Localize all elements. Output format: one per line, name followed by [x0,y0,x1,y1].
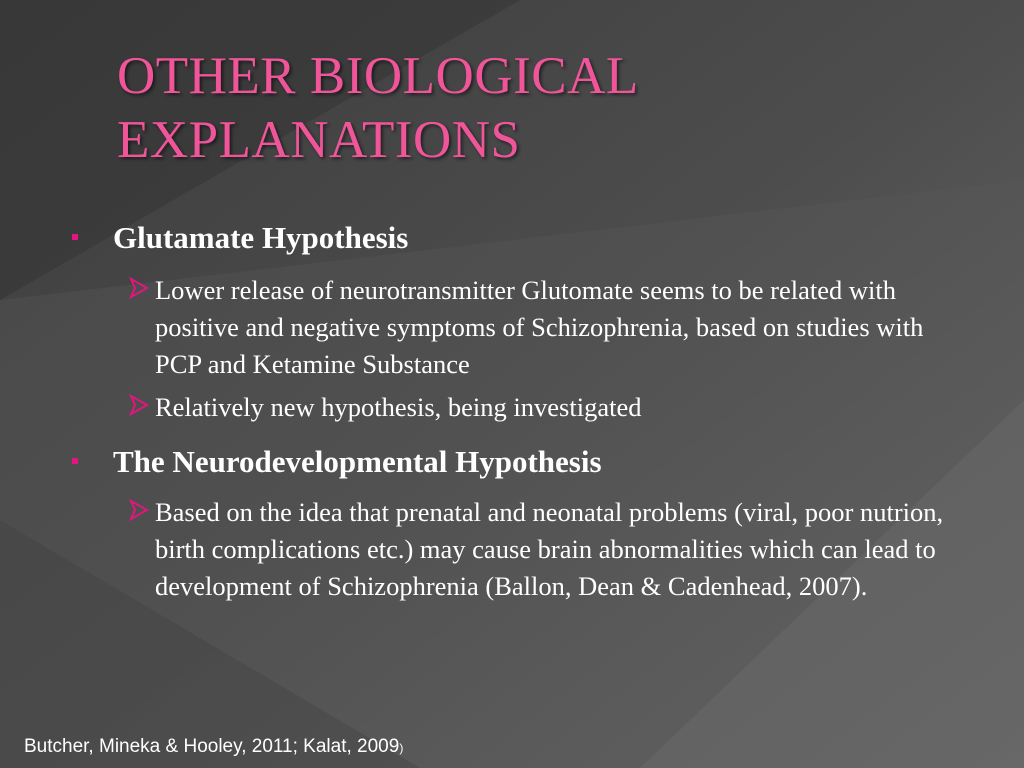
square-bullet-icon [72,458,78,464]
slide-title-line-2: EXPLANATIONS [117,111,521,169]
sub-bullet-glutamate-release [70,272,970,383]
sub-bullet-prenatal-problems [70,494,970,605]
arrow-bullet-icon [128,499,150,521]
bullet-neurodevelopmental-hypothesis [70,440,970,484]
arrow-bullet-icon [128,394,150,416]
square-bullet-icon [72,234,78,240]
arrow-bullet-icon [128,277,150,299]
bullet-glutamate-hypothesis [70,216,970,260]
citation-closing-paren: ) [399,741,404,755]
sub-bullet-text: Relatively new hypothesis, being investigated [155,392,642,422]
bullet-heading: The Neurodevelopmental Hypothesis [113,444,602,479]
slide-title [117,44,977,172]
slide-body [70,216,970,605]
citation-text: Butcher, Mineka & Hooley, 2011; Kalat, 2009 [24,736,400,757]
citation-footer [24,736,403,758]
bullet-heading: Glutamate Hypothesis [113,220,409,255]
slide-title-line-1: OTHER BIOLOGICAL [117,47,639,105]
sub-bullet-new-hypothesis [70,389,970,426]
sub-bullet-text: Lower release of neurotransmitter Glutomate seems to be related with positive and negative symptoms of Schizophrenia, based on studies with PCP and Ketamine Substance [155,275,924,379]
sub-bullet-text: Based on the idea that prenatal and neonatal problems (viral, poor nutrion, birth complications etc.) may cause brain abnormalities which can lead to development of Schizophrenia (Ballon, Dean & Cadenhead, 2007). [155,497,944,601]
